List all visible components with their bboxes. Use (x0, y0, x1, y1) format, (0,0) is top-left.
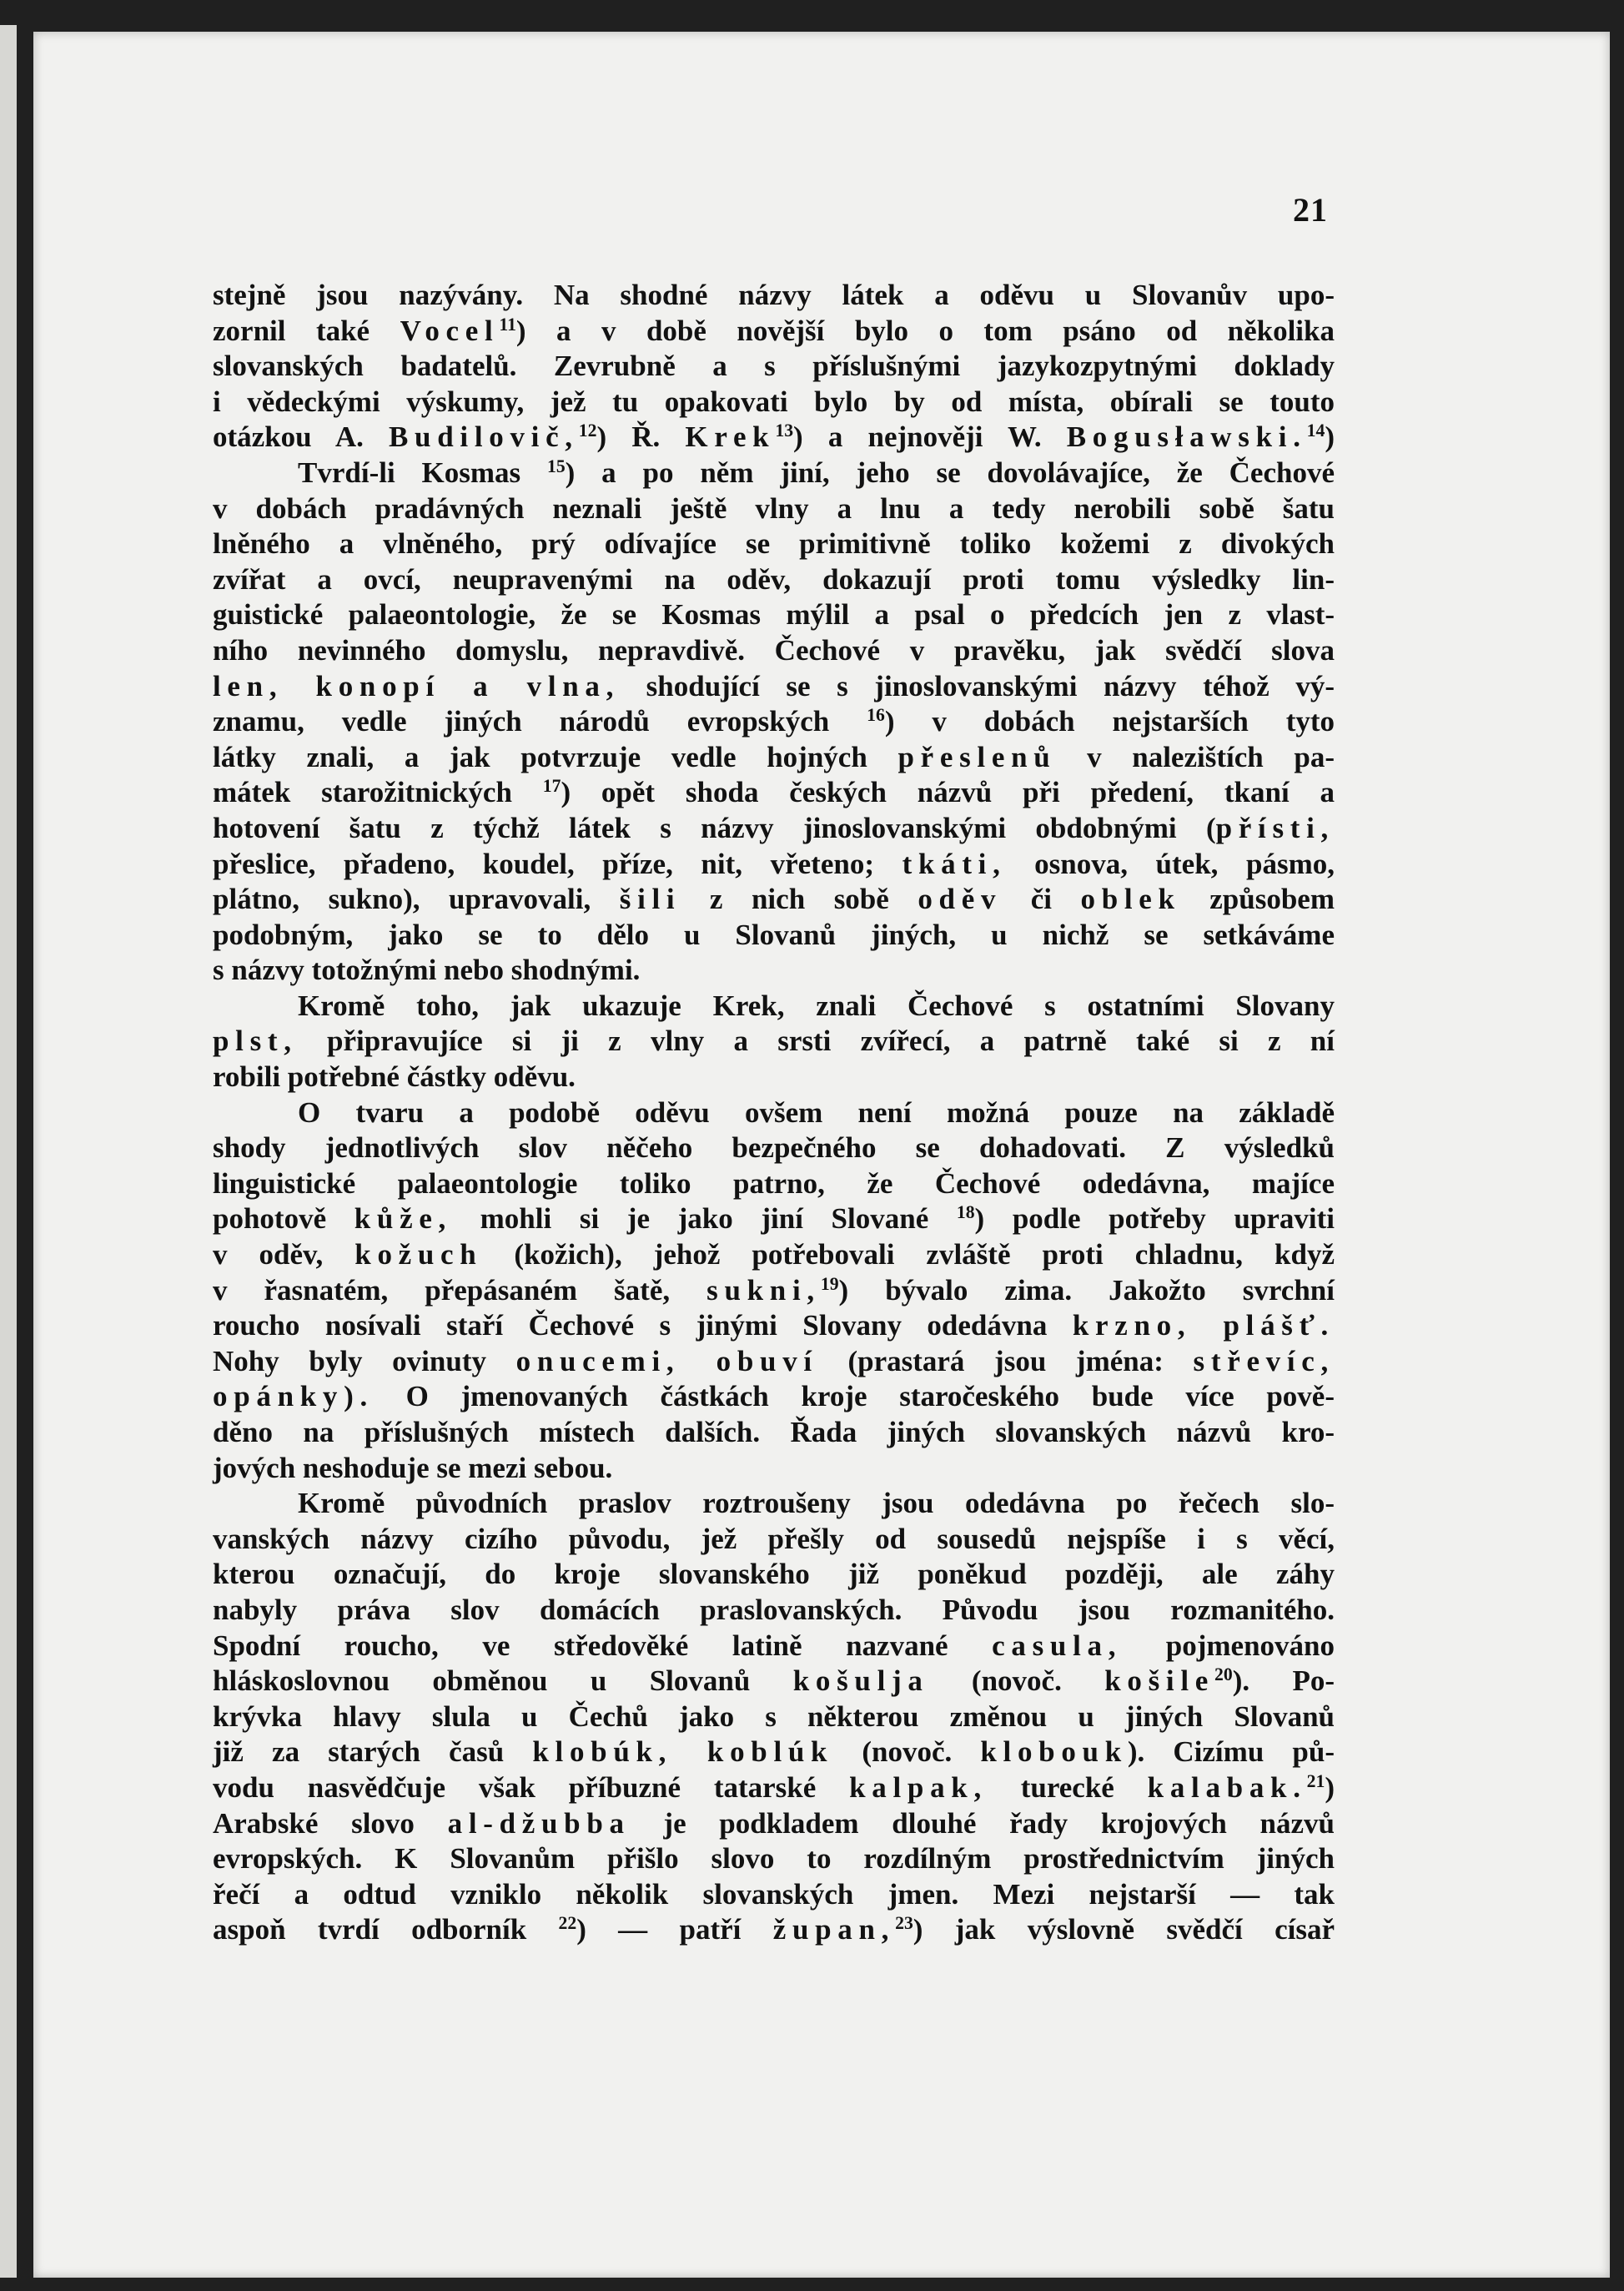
text-run: ) (1325, 1770, 1335, 1804)
text-line (213, 1629, 1335, 1664)
footnote-ref: 17 (542, 776, 561, 797)
footnote-ref: 13 (775, 420, 794, 441)
spaced-term: tkáti, (902, 847, 1007, 880)
text-run: mohli si je jako jiní Slované (452, 1202, 957, 1236)
text-line (213, 1415, 1335, 1451)
spaced-term: onucemi, obuví (515, 1344, 818, 1377)
footnote-ref: 22 (558, 1913, 577, 1934)
footnote-ref: 11 (499, 314, 516, 335)
page-number: 21 (1293, 191, 1328, 229)
footnote-ref: 21 (1306, 1771, 1325, 1792)
text-run: ) opět shoda českých názvů při předení, tkaní a (561, 776, 1335, 809)
spaced-term: sukni, (706, 1273, 821, 1307)
text-line (213, 562, 1335, 598)
text-line (213, 314, 1335, 350)
text-run: pohotově (213, 1202, 354, 1236)
spaced-term: kůže, (354, 1202, 452, 1236)
text-run: zornil také (213, 314, 400, 347)
text-run: látky znali, a jak potvrzuje vedle hojných (213, 740, 898, 773)
text-run: ního nevinného domyslu, nepravdivě. Čechové v pravěku, jak svědčí slova (213, 633, 1335, 667)
text-line (213, 1344, 1335, 1380)
footnote-ref: 19 (820, 1273, 839, 1294)
text-line (213, 1308, 1335, 1344)
text-line (213, 811, 1335, 847)
text-run: O jmenovaných částkách kroje staročeského bude více pově- (373, 1380, 1335, 1413)
text-run: pojmenováno (1122, 1629, 1335, 1662)
text-run: slovanských badatelů. Zevrubně a s příslušnými jazykozpytnými doklady (213, 350, 1335, 383)
footnote-ref: 18 (956, 1202, 975, 1223)
text-run: ) podle potřeby upraviti (974, 1202, 1335, 1236)
text-run: v nalezištích pa- (1056, 740, 1335, 773)
text-run: stejně jsou nazývány. Na shodné názvy látek a oděvu u Slovanův upo- (213, 279, 1335, 311)
text-run: Tvrdí-li Kosmas (298, 456, 547, 489)
text-line (213, 1024, 1335, 1060)
text-run: kterou označují, do kroje slovanského již poněkud později, ale záhy (213, 1558, 1335, 1591)
text-line (213, 1557, 1335, 1593)
text-run: ) Ř. (596, 420, 686, 454)
text-line (213, 633, 1335, 669)
spaced-term: Budilovič, (389, 420, 579, 454)
spaced-term: župan, (772, 1913, 896, 1946)
text-run: způsobem (1180, 883, 1335, 916)
text-run: linguistické palaeontologie toliko patrno, že Čechové odedávna, majíce (213, 1166, 1335, 1200)
text-run: (novoč. (833, 1735, 981, 1769)
text-run: v dobách pradávných neznali ještě vlny a lnu a tedy nerobili sobě šatu (213, 491, 1335, 525)
text-line (213, 882, 1335, 918)
spaced-term: Krek (685, 420, 776, 454)
text-line (213, 385, 1335, 420)
text-run: ) a nejnověji W. (793, 420, 1067, 454)
text-line (213, 420, 1335, 456)
spaced-term: opánky). (213, 1380, 374, 1413)
spaced-term: kožuch (354, 1238, 483, 1271)
text-line (213, 1877, 1335, 1913)
text-line (213, 1060, 1335, 1095)
text-run: i vědeckými výskumy, jež tu opakovati bylo by od místa, obírali se touto (213, 385, 1335, 418)
spaced-term: košulja (792, 1664, 929, 1698)
text-run: shody jednotlivých slov něčeho bezpečného se dohadovati. Z výsledků (213, 1131, 1335, 1165)
text-run: roucho nosívali staří Čechové s jinými Slovany odedávna (213, 1309, 1073, 1342)
text-run: osnova, útek, pásmo, (1006, 847, 1335, 880)
text-run: ) v dobách nejstarších tyto (884, 705, 1335, 738)
text-run: otázkou A. (213, 420, 390, 454)
text-run: Nohy byly ovinuty (213, 1344, 516, 1377)
spaced-term: oblek (1080, 883, 1181, 916)
text-run: aspoň tvrdí odborník (213, 1913, 559, 1946)
text-line (213, 1095, 1335, 1131)
text-line (213, 1593, 1335, 1629)
text-line (213, 847, 1335, 883)
spaced-term: přeslenů (897, 740, 1057, 773)
footnote-ref: 15 (546, 456, 566, 477)
text-line (213, 669, 1335, 705)
footnote-ref: 14 (1306, 420, 1325, 441)
text-run: ). Cizímu pů- (1127, 1735, 1335, 1769)
text-run: plátno, sukno), upravovali, (213, 883, 620, 916)
text-run: jových neshoduje se mezi sebou. (213, 1451, 613, 1484)
text-run: či (1002, 883, 1081, 916)
text-run: Spodní roucho, ve středověké latině nazvané (213, 1629, 993, 1662)
text-line (213, 491, 1335, 527)
footnote-ref: 12 (578, 420, 597, 441)
text-run: děno na příslušných místech dalších. Řada jiných slovanských názvů kro- (213, 1416, 1335, 1448)
text-line (213, 349, 1335, 385)
text-run: ) a v době novější bylo o tom psáno od několika (515, 314, 1335, 347)
text-run: připravujíce si ji z vlny a srsti zvířecí, a patrně také si z ní (297, 1025, 1335, 1058)
spaced-term: klobouk (980, 1735, 1128, 1769)
text-line (213, 1379, 1335, 1415)
text-run: v řasnatém, přepásaném šatě, (213, 1273, 707, 1307)
text-run: krývka hlavy slula u Čechů jako s některou změnou u jiných Slovanů (213, 1699, 1335, 1733)
text-run: vanských názvy cizího původu, jež přešly od sousedů nejspíše i s věcí, (213, 1522, 1335, 1555)
text-run: ) (1325, 420, 1335, 454)
text-run: vodu nasvědčuje však příbuzné tatarské (213, 1770, 850, 1804)
footnote-ref: 20 (1214, 1664, 1233, 1685)
text-run: evropských. K Slovanům přišlo slovo to rozdílným prostřednictvím jiných (213, 1842, 1335, 1876)
spaced-term: Vocel (400, 314, 500, 347)
text-line (213, 278, 1335, 314)
text-line (213, 1130, 1335, 1166)
footnote-ref: 16 (867, 705, 885, 726)
text-line (213, 1273, 1335, 1309)
text-run: s názvy totožnými nebo shodnými. (213, 954, 641, 987)
text-run: podobným, jako se to dělo u Slovanů jiných, u nichž se setkáváme (213, 918, 1335, 951)
text-run: zvířat a ovcí, neupravenými na oděv, dokazují proti tomu výsledky lin- (213, 562, 1335, 596)
text-line (213, 1699, 1335, 1735)
text-line (213, 1806, 1335, 1842)
spaced-term: kalpak, (849, 1770, 988, 1804)
spaced-term: střevíc, (1193, 1344, 1335, 1377)
text-run: robili potřebné částky oděvu. (213, 1060, 576, 1094)
text-run: již za starých časů (213, 1735, 533, 1769)
text-run: shodující se s jinoslovanskými názvy téhož vý- (620, 669, 1335, 702)
text-run: přeslice, přadeno, koudel, příze, nit, vřeteno; (213, 847, 903, 880)
text-run: turecké (987, 1770, 1148, 1804)
text-line (213, 1841, 1335, 1877)
text-run: znamu, vedle jiných národů evropských (213, 705, 867, 738)
text-line (213, 1237, 1335, 1273)
text-line (213, 1912, 1335, 1948)
text-run: (novoč. (928, 1664, 1105, 1698)
spaced-term: šili (619, 883, 681, 916)
text-run: ). Po- (1232, 1664, 1335, 1698)
body-text (213, 278, 1335, 1948)
text-run: Arabské slovo (213, 1806, 448, 1840)
text-line (213, 989, 1335, 1025)
text-line (213, 456, 1335, 491)
spaced-term: košile (1104, 1664, 1214, 1698)
spaced-term: krzno, plášť. (1072, 1309, 1335, 1342)
text-run: Kromě toho, jak ukazuje Krek, znali Čechové s ostatními Slovany (298, 989, 1335, 1022)
text-run: ) a po něm jiní, jeho se dovolávajíce, že Čechové (565, 456, 1335, 489)
text-run: (prastará jsou jména: (817, 1344, 1194, 1377)
text-run: řečí a odtud vzniklo několik slovanských jmen. Mezi nejstarší — tak (213, 1877, 1335, 1911)
text-run: O tvaru a podobě oděvu ovšem není možná pouze na základě (298, 1095, 1335, 1129)
spaced-term: plst, (213, 1025, 298, 1058)
text-line (213, 704, 1335, 740)
text-line (213, 526, 1335, 562)
spaced-term: casula, (992, 1629, 1123, 1662)
text-run: je podkladem dlouhé řady krojových názvů (630, 1806, 1335, 1840)
text-line (213, 740, 1335, 776)
text-run: z nich sobě (681, 883, 918, 916)
text-line (213, 1522, 1335, 1558)
text-run: mátek starožitnických (213, 776, 543, 809)
footnote-ref: 23 (895, 1913, 913, 1934)
text-run: Kromě původních praslov roztroušeny jsou odedávna po řečech slo- (298, 1487, 1335, 1520)
text-line (213, 1735, 1335, 1770)
text-line (213, 1166, 1335, 1202)
text-line (213, 1486, 1335, 1522)
text-line (213, 775, 1335, 811)
text-run: hotovení šatu z týchž látek s názvy jinoslovanskými obdobnými ( (213, 811, 1216, 844)
spaced-term: oděv (918, 883, 1003, 916)
text-run: ) bývalo zima. Jakožto svrchní (838, 1273, 1335, 1307)
text-run: guistické palaeontologie, že se Kosmas mýlil a psal o předcích jen z vlast- (213, 598, 1335, 632)
spaced-term: kalabak. (1147, 1770, 1307, 1804)
text-line (213, 1451, 1335, 1487)
text-run: ) jak výslovně svědčí císař (913, 1913, 1335, 1946)
text-run: lněného a vlněného, prý odívajíce se primitivně toliko kožemi z divokých (213, 527, 1335, 561)
text-run: nabyly práva slov domácích praslovanských. Původu jsou rozmanitého. (213, 1593, 1335, 1626)
text-line (213, 1201, 1335, 1237)
text-run: hláskoslovnou obměnou u Slovanů (213, 1664, 793, 1698)
text-run: ) — patří (576, 1913, 773, 1946)
spaced-term: Bogusławski. (1066, 420, 1307, 454)
adjacent-page-edge (0, 25, 17, 2278)
text-line (213, 918, 1335, 954)
text-line (213, 1770, 1335, 1806)
text-run: v oděv, (213, 1238, 355, 1271)
text-run: (kožich), jehož potřebovali zvláště proti chladnu, když (482, 1238, 1335, 1271)
spaced-term: al-džubba (447, 1806, 631, 1840)
spaced-term: klobúk, koblúk (532, 1735, 834, 1769)
spaced-term: přísti, (1215, 811, 1335, 844)
text-line (213, 1664, 1335, 1699)
text-line (213, 953, 1335, 989)
spaced-term: len, konopí a vlna, (213, 669, 621, 702)
text-line (213, 597, 1335, 633)
